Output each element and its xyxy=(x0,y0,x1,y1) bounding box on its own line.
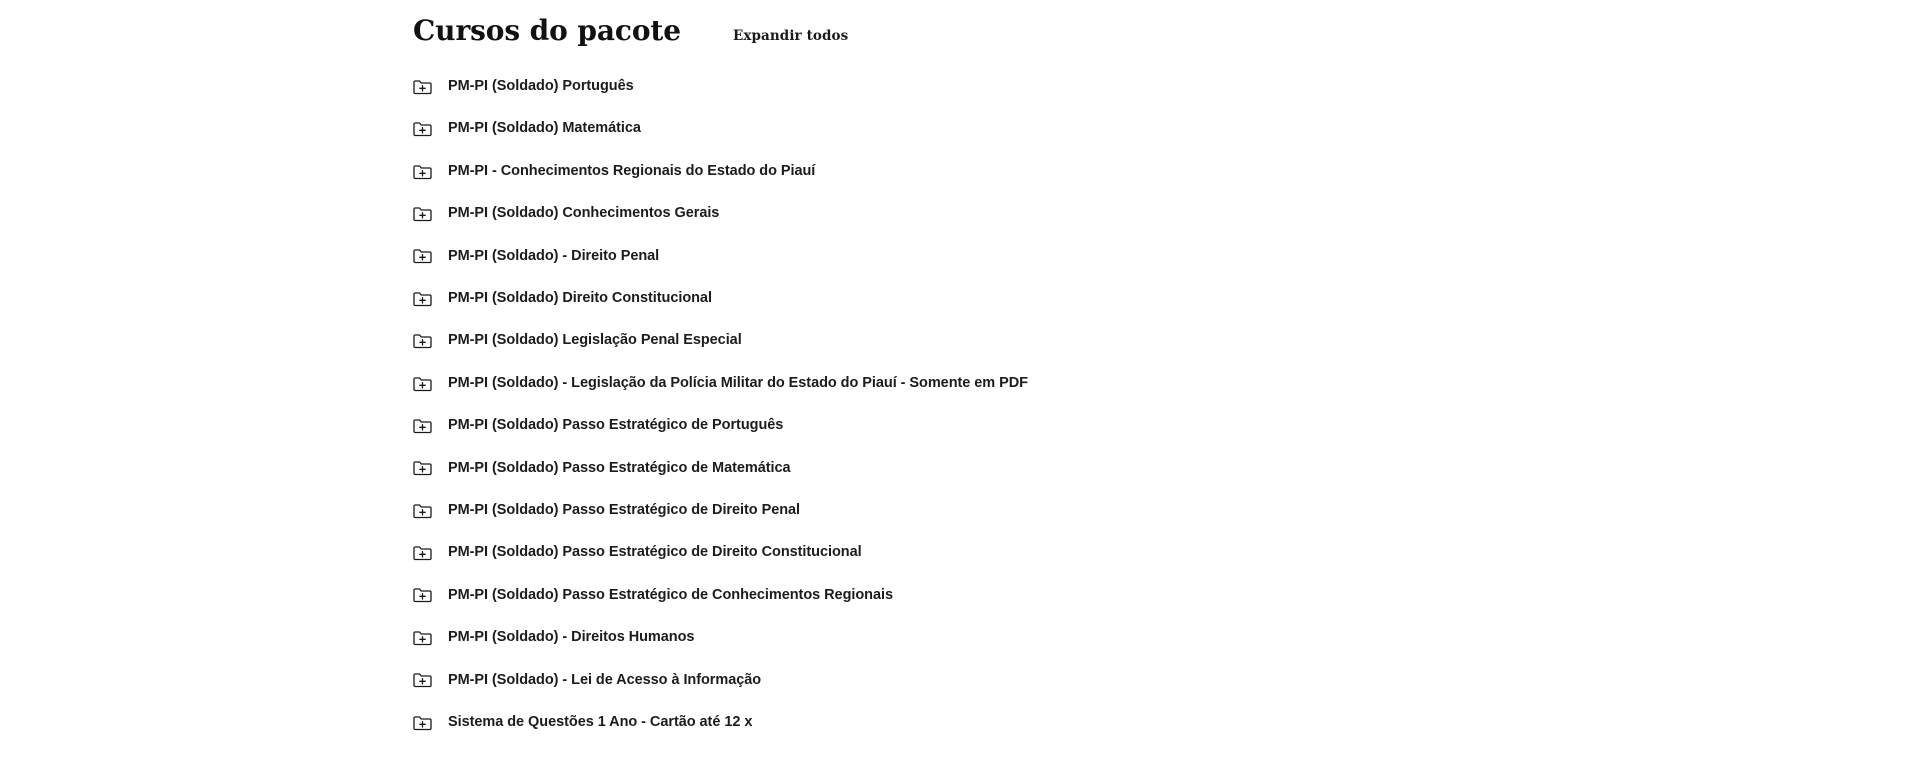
folder-plus-icon xyxy=(413,503,432,519)
list-item[interactable] xyxy=(410,320,1510,362)
course-title: PM-PI (Soldado) - Lei de Acesso à Informação xyxy=(448,671,762,688)
list-item[interactable] xyxy=(410,362,1510,404)
course-title: PM-PI (Soldado) Português xyxy=(448,78,634,95)
course-title: PM-PI (Soldado) Matemática xyxy=(448,120,641,137)
folder-plus-icon xyxy=(413,715,432,731)
course-title: PM-PI (Soldado) Conhecimentos Gerais xyxy=(448,205,720,222)
panel-header xyxy=(410,0,1510,48)
course-title: PM-PI (Soldado) Legislação Penal Especial xyxy=(448,332,742,349)
folder-plus-icon xyxy=(413,418,432,434)
list-item[interactable] xyxy=(410,447,1510,489)
list-item[interactable] xyxy=(410,150,1510,192)
folder-plus-icon xyxy=(413,206,432,222)
list-item[interactable] xyxy=(410,108,1510,150)
folder-plus-icon xyxy=(413,333,432,349)
list-item[interactable] xyxy=(410,701,1510,743)
course-title: PM-PI (Soldado) Passo Estratégico de Matemática xyxy=(448,459,791,476)
folder-plus-icon xyxy=(413,291,432,307)
course-title: PM-PI (Soldado) - Legislação da Polícia Militar do Estado do Piauí - Somente em PDF xyxy=(448,374,1028,391)
folder-plus-icon xyxy=(413,587,432,603)
folder-plus-icon xyxy=(413,672,432,688)
course-title: PM-PI (Soldado) Passo Estratégico de Direito Constitucional xyxy=(448,544,862,561)
course-list xyxy=(410,66,1510,744)
folder-plus-icon xyxy=(413,545,432,561)
list-item[interactable] xyxy=(410,532,1510,574)
course-title: PM-PI - Conhecimentos Regionais do Estado do Piauí xyxy=(448,162,816,179)
folder-plus-icon xyxy=(413,248,432,264)
list-item[interactable] xyxy=(410,659,1510,701)
list-item[interactable] xyxy=(410,405,1510,447)
list-item[interactable] xyxy=(410,66,1510,108)
list-item[interactable] xyxy=(410,617,1510,659)
list-item[interactable] xyxy=(410,193,1510,235)
course-package-panel xyxy=(410,0,1510,744)
list-item[interactable] xyxy=(410,574,1510,616)
course-title: PM-PI (Soldado) Passo Estratégico de Português xyxy=(448,417,784,434)
course-title: PM-PI (Soldado) Passo Estratégico de Direito Penal xyxy=(448,502,801,518)
list-item[interactable] xyxy=(410,235,1510,277)
folder-plus-icon xyxy=(413,121,432,137)
folder-plus-icon xyxy=(413,79,432,95)
expand-all-button[interactable]: Expandir todos xyxy=(732,28,849,44)
course-title: PM-PI (Soldado) Direito Constitucional xyxy=(448,290,712,307)
folder-plus-icon xyxy=(413,460,432,476)
course-title: PM-PI (Soldado) Passo Estratégico de Conhecimentos Regionais xyxy=(448,586,893,603)
course-title: PM-PI (Soldado) - Direitos Humanos xyxy=(448,629,695,646)
folder-plus-icon xyxy=(413,376,432,392)
folder-plus-icon xyxy=(413,164,432,180)
folder-plus-icon xyxy=(413,630,432,646)
page-title: Cursos do pacote xyxy=(413,14,681,47)
course-title: Sistema de Questões 1 Ano - Cartão até 12 x xyxy=(448,713,753,730)
list-item[interactable] xyxy=(410,278,1510,320)
list-item[interactable] xyxy=(410,490,1510,532)
course-title: PM-PI (Soldado) - Direito Penal xyxy=(448,247,660,264)
